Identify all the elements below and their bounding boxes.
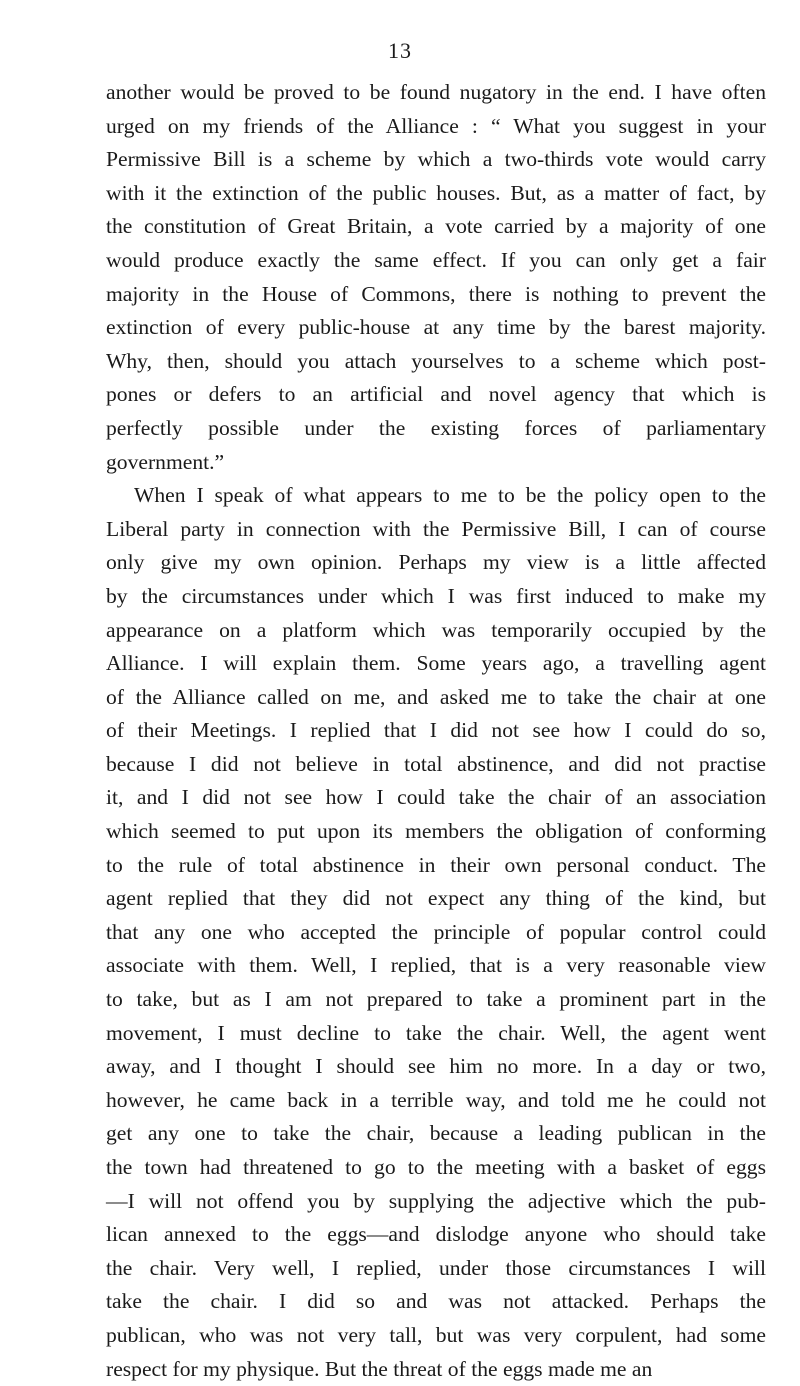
text-line: extinction of every public-house at any time by the barest majority. [106,315,766,340]
text-line: that any one who accepted the principle of popular control could [106,919,766,944]
text-line: publican, who was not very tall, but was very corpulent, had some [106,1322,766,1347]
text-line: would produce exactly the same effect. If you can only get a fair [106,247,766,272]
text-line: the constitution of Great Britain, a vote carried by a majority of one [106,214,766,239]
text-line: When I speak of what appears to me to be the policy open to the [134,483,766,508]
text-line: the town had threatened to go to the meeting with a basket of eggs [106,1155,766,1179]
text-line: movement, I must decline to take the chair. Well, the agent went [106,1020,766,1045]
text-line: by the circumstances under which I was first induced to make my [106,583,766,608]
paragraph [106,76,766,479]
text-line: agent replied that they did not expect any thing of the kind, but [106,886,766,911]
text-line: which seemed to put upon its members the obligation of conforming [106,819,766,844]
paragraph [106,479,766,1386]
text-line: —I will not offend you by supplying the adjective which the pub- [106,1188,766,1213]
text-line: pones or defers to an artificial and novel agency that which is [106,382,766,407]
text-line: the chair. Very well, I replied, under those circumstances I will [106,1255,766,1280]
text-line: perfectly possible under the existing forces of parliamentary [106,415,766,440]
text-line: to take, but as I am not prepared to take a prominent part in the [106,987,766,1012]
page-number: 13 [388,38,412,63]
text-line: however, he came back in a terrible way, and told me he could not [106,1087,766,1112]
text-line: associate with them. Well, I replied, that is a very reasonable view [106,953,766,978]
text-line: urged on my friends of the Alliance : “ What you suggest in your [106,113,766,138]
text-line: take the chair. I did so and was not attacked. Perhaps the [106,1289,766,1314]
text-line: it, and I did not see how I could take the chair of an association [106,785,766,810]
text-line: with it the extinction of the public houses. But, as a matter of fact, by [106,180,766,205]
text-line: of their Meetings. I replied that I did not see how I could do so, [106,718,766,743]
text-line: away, and I thought I should see him no more. In a day or two, [106,1054,766,1079]
text-line: majority in the House of Commons, there is nothing to prevent the [106,281,766,306]
text-line: of the Alliance called on me, and asked me to take the chair at one [106,684,766,709]
text-line: Why, then, should you attach yourselves to a scheme which post- [106,348,766,373]
text-line: lican annexed to the eggs—and dislodge anyone who should take [106,1222,766,1247]
text-line: Alliance. I will explain them. Some years ago, a travelling agent [106,651,766,676]
text-line: to the rule of total abstinence in their own personal conduct. The [106,852,766,877]
text-line: appearance on a platform which was temporarily occupied by the [106,617,766,642]
text-line: another would be proved to be found nugatory in the end. I have often [106,80,766,104]
text-line: get any one to take the chair, because a leading publican in the [106,1121,766,1146]
body-text [106,76,766,1386]
text-line: respect for my physique. But the threat of the eggs made me an [106,1356,653,1381]
text-line: because I did not believe in total abstinence, and did not practise [106,751,766,776]
text-line: government.” [106,449,225,474]
text-line: Permissive Bill is a scheme by which a two-thirds vote would carry [106,147,766,172]
text-line: Liberal party in connection with the Permissive Bill, I can of course [106,516,766,541]
text-line: only give my own opinion. Perhaps my view is a little affected [106,550,766,575]
